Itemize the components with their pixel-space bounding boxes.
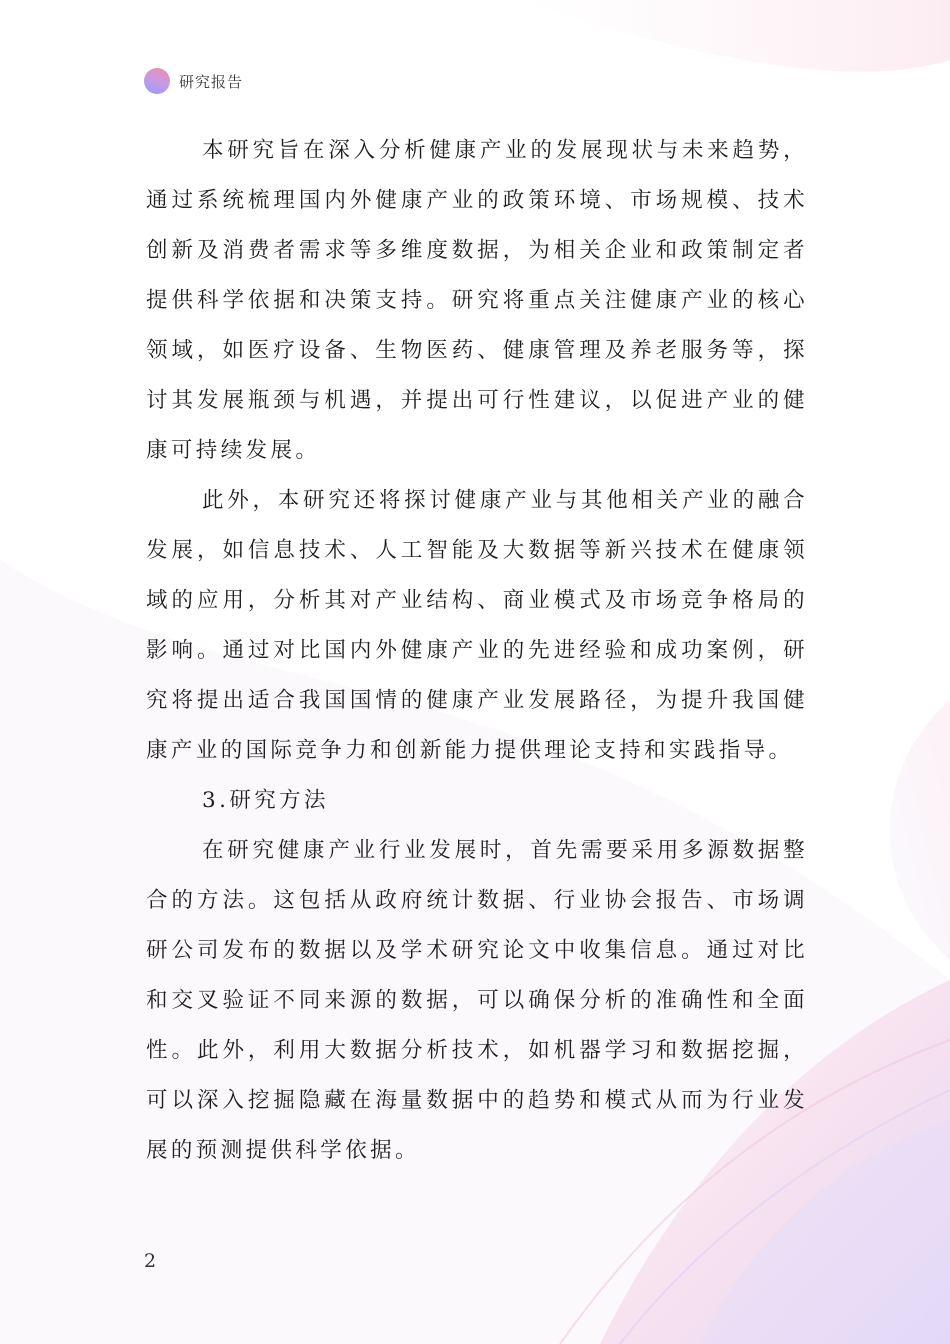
paragraph-industry-integration: 此外，本研究还将探讨健康产业与其他相关产业的融合发展，如信息技术、人工智能及大数据等新兴技术在健康领域的应用，分析其对产业结构、商业模式及市场竞争格局的影响。通过对比国内外健康产业的先进经验和成功案例，研究将提出适合我国国情的健康产业发展路径，为提升我国健康产业的国际竞争力和创新能力提供理论支持和实践指导。 <box>146 488 808 763</box>
logo-circle-icon <box>144 68 170 94</box>
header-title: 研究报告 <box>179 72 244 91</box>
section-heading: 3.研究方法 <box>202 788 329 813</box>
paragraph-research-purpose: 本研究旨在深入分析健康产业的发展现状与未来趋势，通过系统梳理国内外健康产业的政策环境、市场规模、技术创新及消费者需求等多维度数据，为相关企业和政策制定者提供科学依据和决策支持。研究将重点关注健康产业的核心领域，如医疗设备、生物医药、健康管理及养老服务等，探讨其发展瓶颈与机遇，并提出可行性建议，以促进产业的健康可持续发展。 <box>146 138 808 463</box>
page-number: 2 <box>144 1250 157 1272</box>
paragraph-research-method: 在研究健康产业行业发展时，首先需要采用多源数据整合的方法。这包括从政府统计数据、行业协会报告、市场调研公司发布的数据以及学术研究论文中收集信息。通过对比和交叉验证不同来源的数据，可以确保分析的准确性和全面性。此外，利用大数据分析技术，如机器学习和数据挖掘，可以深入挖掘隐藏在海量数据中的趋势和模式从而为行业发展的预测提供科学依据。 <box>146 838 808 1163</box>
page-header <box>144 66 243 96</box>
document-body <box>146 126 808 1176</box>
